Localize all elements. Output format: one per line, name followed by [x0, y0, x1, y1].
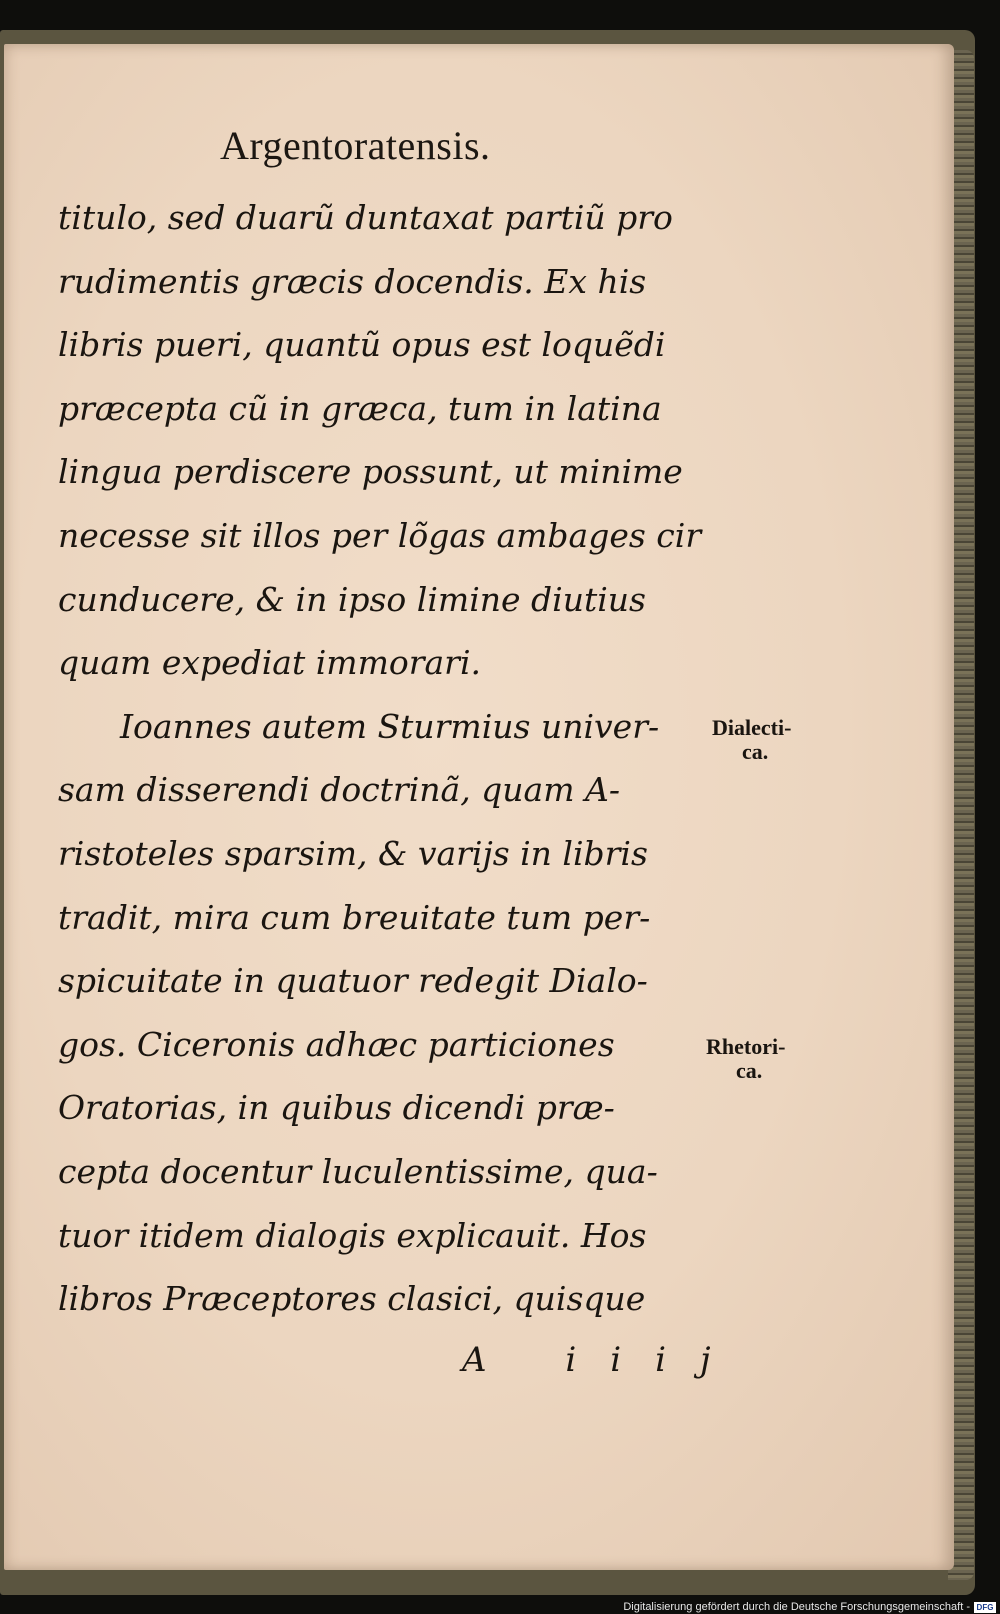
text-line: libros Præceptores clasici, quisque [58, 1279, 646, 1319]
body-text [58, 186, 718, 1331]
text-line: Oratorias, in quibus dicendi præ- [58, 1088, 615, 1128]
text-line: cunducere, & in ipso limine diutius [58, 579, 646, 619]
dfg-logo-icon: DFG [974, 1602, 996, 1613]
running-head: Argentoratensis. [220, 123, 491, 168]
margin-note-line: Dialecti- [712, 715, 792, 740]
text-line: ristoteles sparsim, & varijs in libris [58, 833, 648, 873]
margin-note-dialectica [712, 716, 791, 764]
signature-mark: A iiij [462, 1340, 745, 1380]
footer-credit: Digitalisierung gefördert durch die Deutsche Forschungsgemeinschaft - [623, 1601, 970, 1613]
text-line: necesse sit illos per lõgas ambages cir [58, 515, 702, 555]
margin-note-line: ca. [742, 739, 769, 764]
text-line: præcepta cũ in græca, tum in latina [58, 388, 662, 428]
text-line: spicuitate in quatuor redegit Dialo- [58, 961, 648, 1001]
margin-note-line: Rhetori- [706, 1034, 786, 1059]
text-line: tuor itidem dialogis explicauit. Hos [58, 1215, 647, 1255]
text-line: sam disserendi doctrinã, quam A- [58, 770, 620, 810]
margin-note-rhetorica [706, 1035, 785, 1083]
text-line: lingua perdiscere possunt, ut minime [58, 452, 683, 492]
text-line: tradit, mira cum breuitate tum per- [58, 897, 651, 937]
text-line: Ioannes autem Sturmius univer- [120, 706, 660, 746]
margin-note-line: ca. [736, 1058, 763, 1083]
text-line: cepta docentur luculentissime, qua- [58, 1151, 658, 1191]
text-line: titulo, sed duarũ duntaxat partiũ pro [58, 198, 673, 237]
text-line: libris pueri, quantũ opus est loquẽdi [58, 325, 666, 365]
text-line: rudimentis græcis docendis. Ex his [58, 261, 647, 301]
text-line: quam expediat immorari. [58, 643, 482, 683]
text-line: gos. Ciceronis adhæc particiones [58, 1024, 615, 1064]
